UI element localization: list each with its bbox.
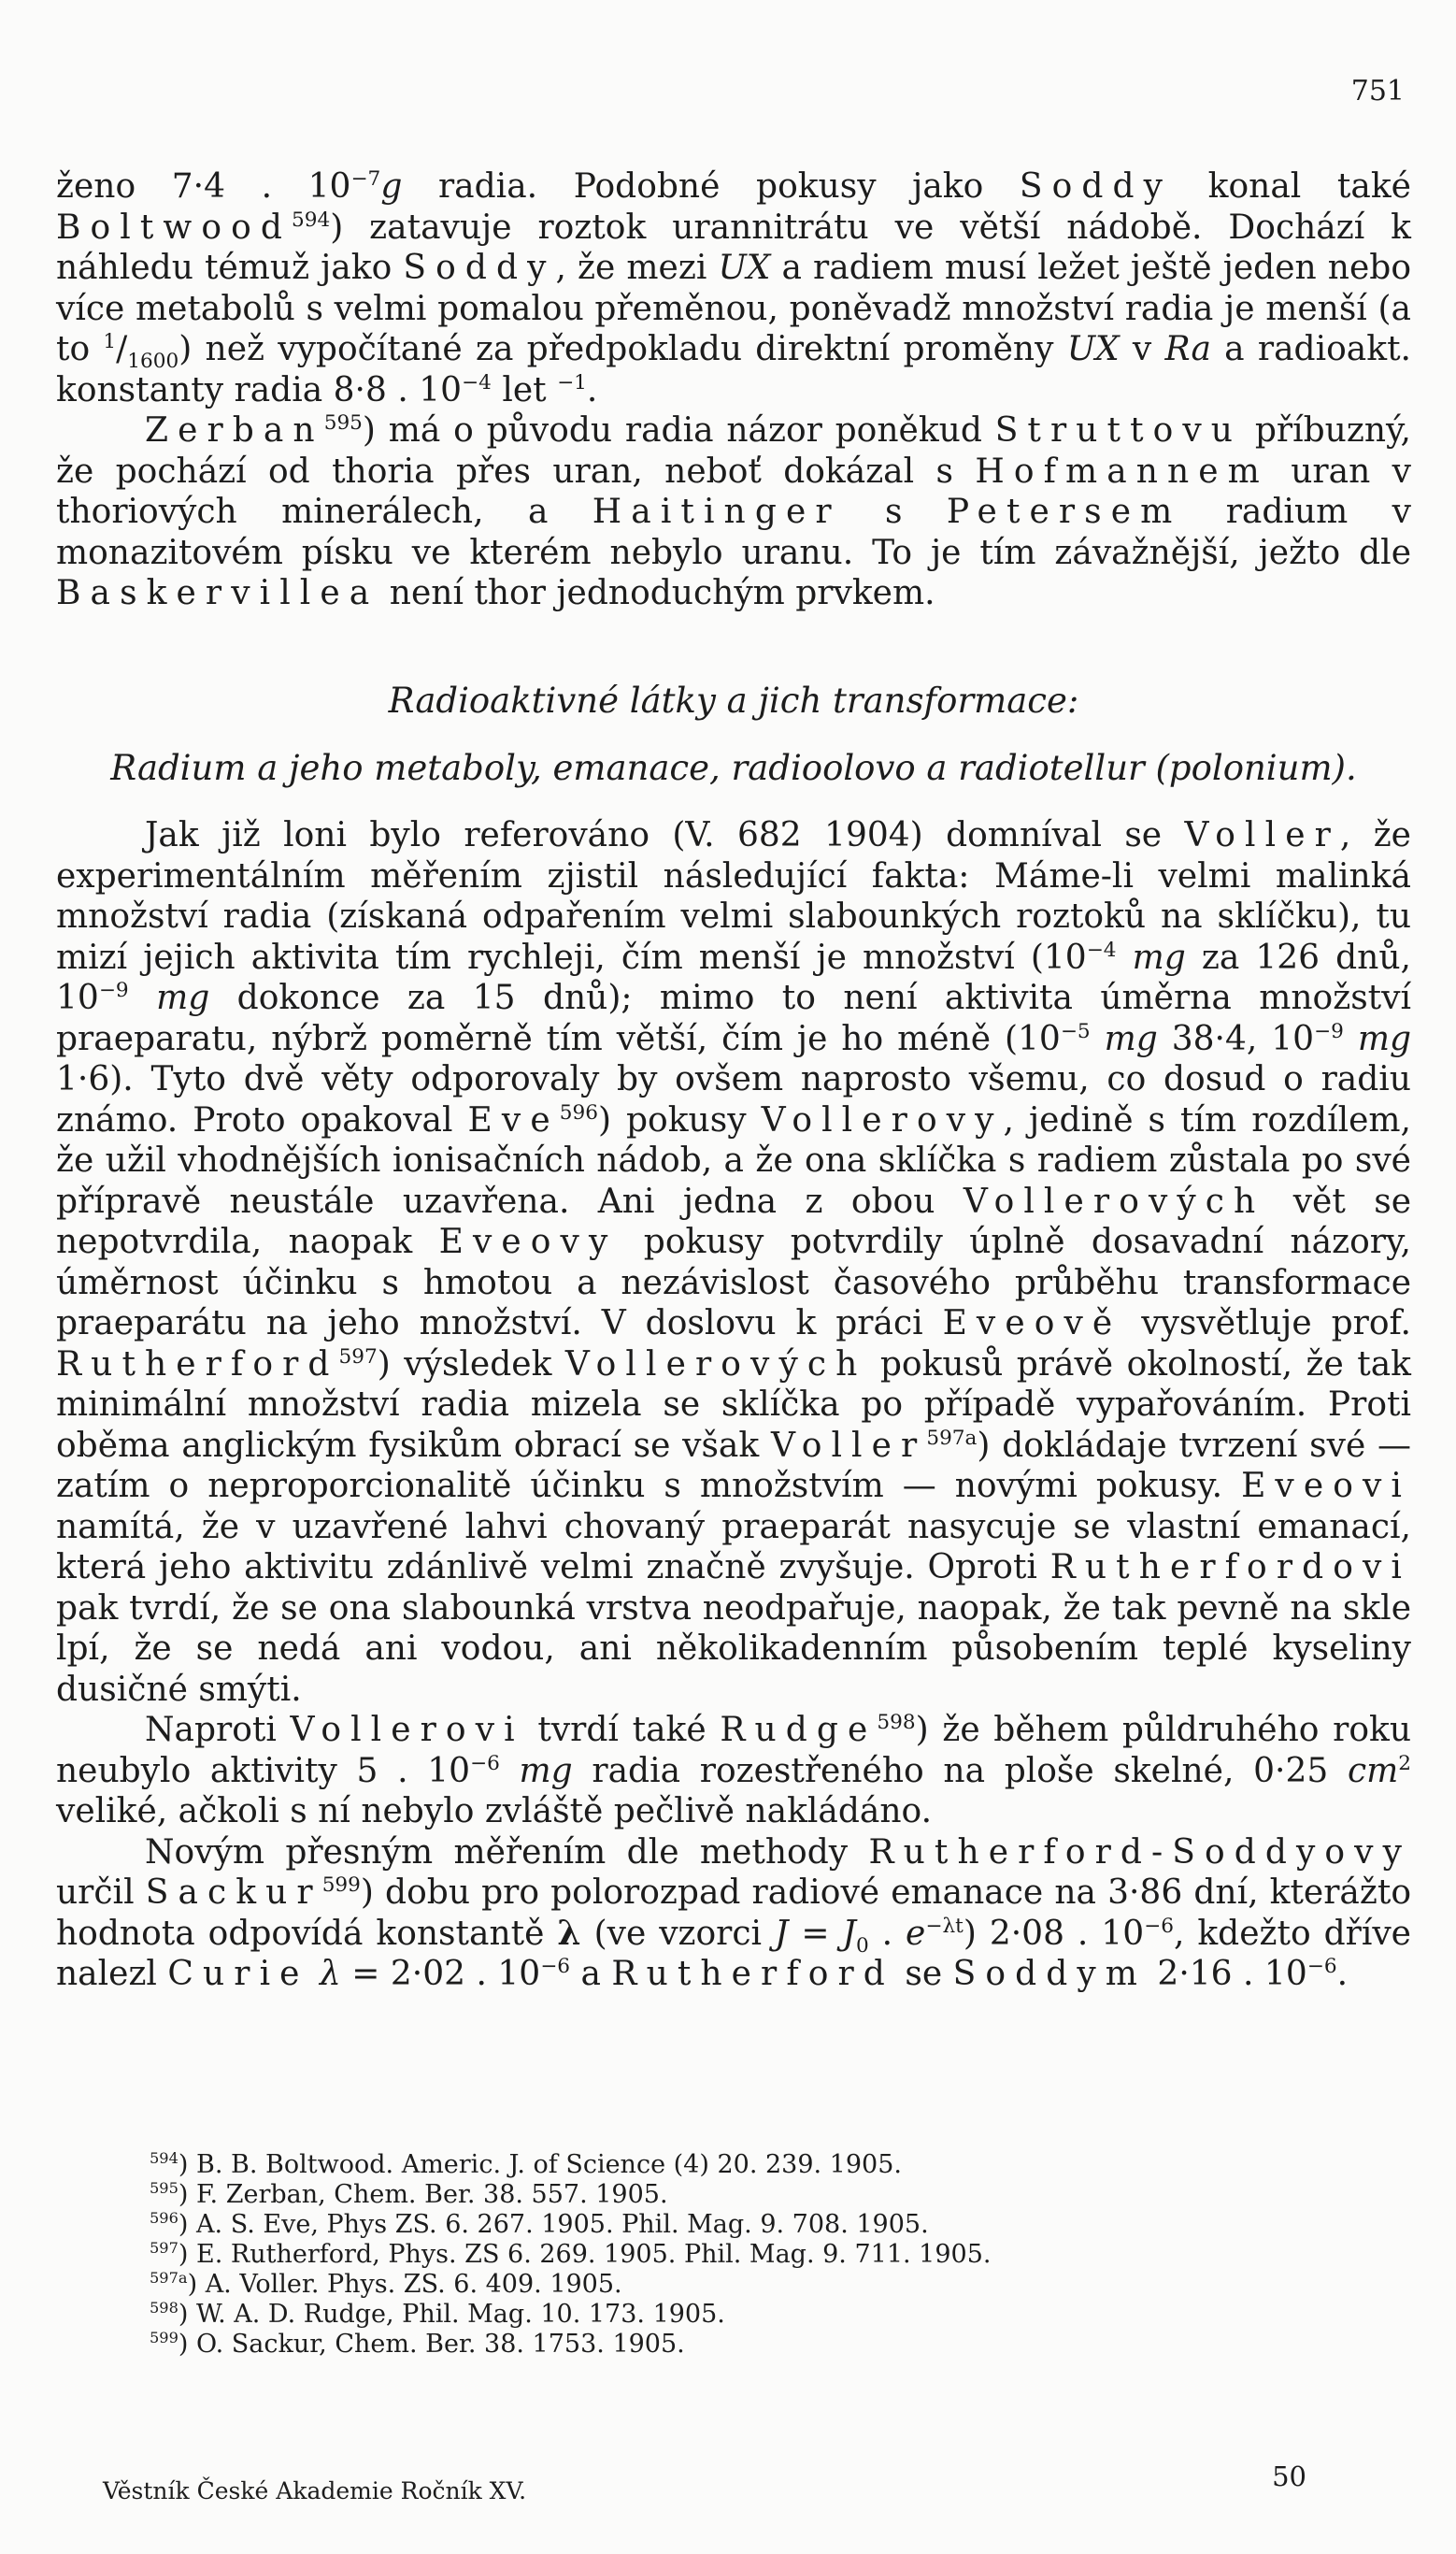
footnote: $^{597}$) E. Rutherford, Phys. ZS 6. 269. 1905. Phil. Mag. 9. 711. 1905. [150, 2239, 992, 2269]
footnote: $^{595}$) F. Zerban, Chem. Ber. 38. 557. 1905. [150, 2179, 668, 2209]
body-section-1 [56, 166, 1411, 614]
paragraph-1: ženo 7·4 . $10^{-7}g$ radia. Podobné pokusy jako Soddy konal také Boltwood$^{594}$) zatavuje roztok urannitrátu ve větší nádobě. Dochází k náhledu témuž jako Soddy, že mezi UX a radiem musí ležet ještě jeden nebo více metabolů s velmi pomalou přeměnou, poněvadž množství radia je menší (a to $^1/_{1600}$) než vypočítané za předpokladu direktní proměny UX v Ra a radioakt. konstanty radia 8·8 . $10^{-4}$ let $^{-1}$. [56, 167, 1411, 409]
footnote: $^{598}$) W. A. D. Rudge, Phil. Mag. 10. 173. 1905. [150, 2299, 725, 2329]
footnote: $^{596}$) A. S. Eve, Phys ZS. 6. 267. 1905. Phil. Mag. 9. 708. 1905. [150, 2209, 929, 2239]
paragraph-3: Jak již loni bylo referováno (V. 682 1904) domníval se Voller, že experimentálním měřením zjistil následující fakta: Máme-li velmi malinká množství radia (získaná odpařením velmi slabounkých roztoků na sklíčku), tu mizí jejich aktivita tím rychleji, čím menší je množství ($10^{-4}$ mg za 126 dnů, $10^{-9}$ mg dokonce za 15 dnů); mimo to není aktivita úměrna množství praeparatu, nýbrž poměrně tím větší, čím je ho méně ($10^{-5}$ mg 38·4, $10^{-9}$ mg 1·6). Tyto dvě věty odporovaly by ovšem naprosto všemu, co dosud o radiu známo. Proto opakoval Eve$^{596}$) pokusy Vollerovy, jedině s tím rozdílem, že užil vhodnějších ionisačních nádob, a že ona sklíčka s radiem zůstala po své přípravě neustále uzavřena. Ani jedna z obou Vollerových vět se nepotvrdila, naopak Eveovy pokusy potvrdily úplně dosavadní názory, úměrnost účinku s hmotou a nezávislost časového průběhu transformace praeparátu na jeho množství. V doslovu k práci Eveově vysvětluje prof. Rutherford$^{597}$) výsledek Vollerových pokusů právě okolností, že tak minimální množství radia mizela se sklíčka po případě vypařováním. Proti oběma anglickým fysikům obrací se však Voller$^{597a}$) dokládaje tvrzení své — zatím o neproporcionalitě účinku s množstvím — novými pokusy. Eveovi namítá, že v uzavřené lahvi chovaný praeparát nasycuje se vlastní emanací, která jeho aktivitu zdánlivě velmi značně zvyšuje. Oproti Rutherfordovi pak tvrdí, že se ona slabounká vrstva neodpařuje, naopak, že tak pevně na skle lpí, že se nedá ani vodou, ani několikadenním působením teplé kyseliny dusičné smýti. [56, 816, 1412, 1709]
signature-number: 50 [1272, 2461, 1306, 2492]
footnote: $^{597a}$) A. Voller. Phys. ZS. 6. 409. 1905. [150, 2269, 622, 2299]
section-heading: Radioaktivné látky a jich transformace: [388, 681, 1079, 721]
subsection-heading: Radium a jeho metaboly, emanace, radioolovo a radiotellur (polonium). [110, 748, 1357, 788]
footnotes [150, 2150, 1364, 2360]
footnote: $^{599}$) O. Sackur, Chem. Ber. 38. 1753. 1905. [150, 2329, 685, 2359]
paragraph-2: Zerban$^{595}$) má o původu radia názor poněkud Struttovu příbuzný, že pochází od thoria přes uran, neboť dokázal s Hofmannem uran v thoriových minerálech, a Haitinger s Petersem radium v monazitovém písku ve kterém nebylo uranu. To je tím závažnější, ježto dle Baskervillea není thor jednoduchým prvkem. [56, 411, 1412, 612]
journal-footer: Věstník České Akademie Ročník XV. [103, 2477, 527, 2504]
paragraph-5: Novým přesným měřením dle methody Rutherford-Soddyovy určil Sackur$^{599}$) dobu pro polorozpad radiové emanace na 3·86 dní, kterážto hodnota odpovídá konstantě λ (ve vzorci $J = J_0$ . $e^{-\lambda t}$) 2·08 . $10^{-6}$, kdežto dříve nalezl Curie λ = 2·02 . $10^{-6}$ a Rutherford se Soddym 2·16 . $10^{-6}$. [56, 1832, 1411, 1993]
body-section-2 [56, 815, 1411, 1995]
page-number: 751 [1350, 75, 1405, 108]
paragraph-4: Naproti Vollerovi tvrdí také Rudge$^{598}$) že během půldruhého roku neubylo aktivity 5 . $10^{-6}$ mg radia rozestřeného na ploše skelné, 0·25 $cm^2$ veliké, ačkoli s ní nebylo zvláště pečlivě nakládáno. [56, 1711, 1412, 1830]
footnote: $^{594}$) B. B. Boltwood. Americ. J. of Science (4) 20. 239. 1905. [150, 2149, 902, 2179]
